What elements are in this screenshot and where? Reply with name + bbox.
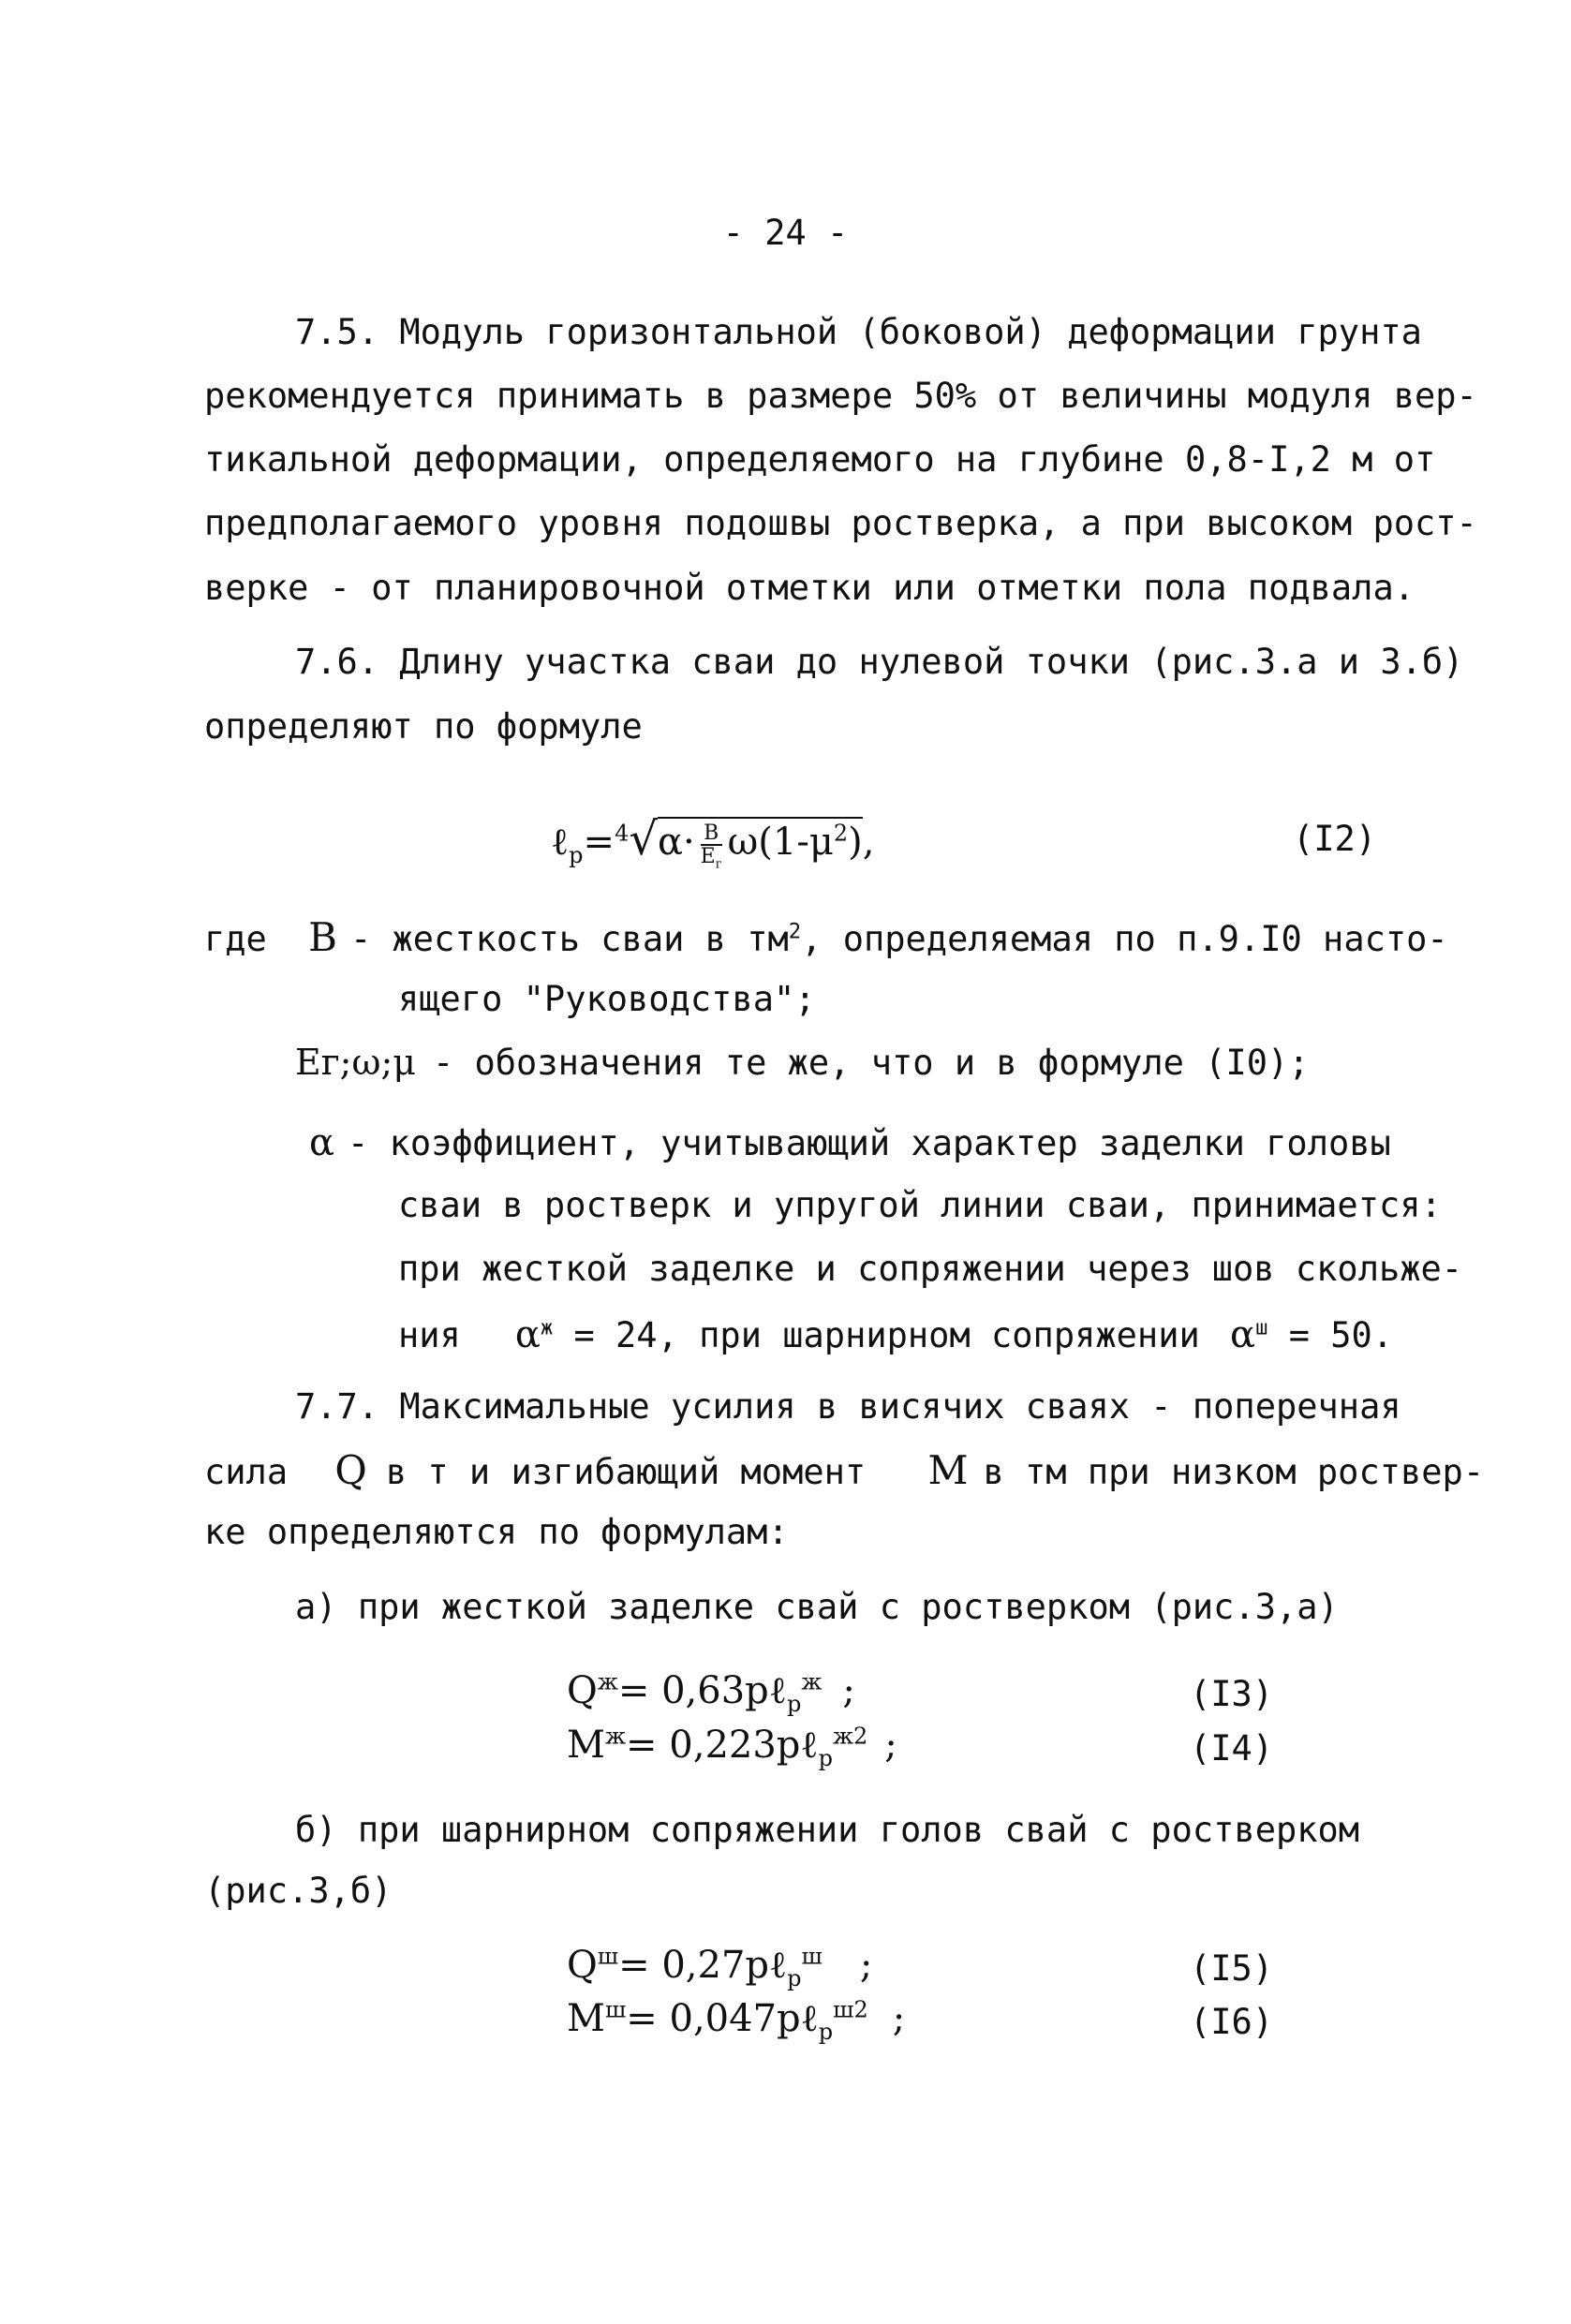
sec-7-5-line-1: 7.5. Модуль горизонтальной (боковой) деформации грунта	[295, 312, 1422, 352]
sec-7-7-l2-m: M	[927, 1447, 969, 1493]
sec-7-5-line-5: верке - от планировочной отметки или отметки пола подвала.	[204, 568, 1415, 608]
sec-7-7-l2-q: Q	[334, 1447, 367, 1493]
f14-sup: ж	[604, 1723, 627, 1750]
where-a-line-4	[398, 1313, 1394, 1356]
f15-sup: ш	[597, 1943, 619, 1970]
f13-rhs: = 0,63pℓ	[617, 1669, 787, 1712]
sec-7-5-line-2: рекомендуется принимать в размере 50% от величины модуля вер-	[204, 376, 1477, 416]
formula-15-number: (I5)	[1190, 1948, 1274, 1989]
where-a-last-sup2: ш	[1255, 1315, 1268, 1340]
case-b-line-1: б) при шарнирном сопряжении голов свай с ростверком	[295, 1810, 1360, 1850]
where-b-line-2: ящего "Руководства";	[398, 979, 816, 1019]
f13-sup: ж	[597, 1668, 618, 1695]
f12-lhs-sub: р	[569, 842, 584, 868]
sec-7-7-l2-end: в тм при низком роствер-	[983, 1452, 1485, 1492]
formula-16	[567, 1996, 906, 2045]
f15-rsub: р	[787, 1965, 802, 1991]
f12-frac-num: B	[701, 822, 722, 846]
sec-7-5-line-3: тикальной деформации, определяемого на глубине 0,8-I,2 м от	[204, 439, 1436, 480]
f12-frac-den-sub: г	[715, 857, 722, 872]
f12-tail-end: )	[848, 821, 863, 864]
sec-7-6-line-2: определяют по формуле	[204, 706, 643, 747]
f13-rsup: ж	[801, 1668, 823, 1695]
sec-7-7-line-2	[204, 1447, 1485, 1493]
where-a-text-1: - коэффициент, учитывающий характер заделки головы	[348, 1123, 1391, 1163]
f13-rsub: р	[786, 1691, 802, 1717]
f16-lhs: M	[567, 1997, 605, 2040]
where-e-symbol: Eг;ω;μ	[295, 1042, 416, 1083]
where-b-symbol: B	[308, 914, 337, 960]
f12-tail-sup: 2	[833, 820, 849, 847]
where-b-line	[204, 914, 1448, 960]
f12-root-index: 4	[615, 820, 630, 847]
f13-lhs: Q	[567, 1669, 598, 1712]
where-a-last-pre: ния	[398, 1315, 461, 1355]
f15-lhs: Q	[567, 1944, 598, 1987]
f14-rsub: р	[818, 1745, 833, 1771]
sec-7-7-l2-pre: сила	[204, 1452, 289, 1492]
where-e-text: - обозначения те же, что и в формуле (I0);	[432, 1043, 1310, 1083]
formula-13	[567, 1668, 855, 1717]
where-a-last-sym2: α	[1230, 1313, 1256, 1356]
where-a-line-1	[309, 1121, 1391, 1164]
f14-semi: ;	[884, 1724, 897, 1767]
case-a: а) при жесткой заделке свай с ростверком (рис.3,а)	[295, 1587, 1339, 1627]
f12-fraction	[700, 821, 722, 872]
f14-lhs: M	[567, 1724, 605, 1767]
f12-eq: =	[583, 821, 615, 864]
where-b-text1-end: , определяемая по п.9.I0 насто-	[801, 919, 1448, 959]
f14-rhs: = 0,223pℓ	[626, 1724, 819, 1767]
where-a-last-sup1: ж	[540, 1315, 554, 1340]
f15-rsup: ш	[801, 1943, 823, 1970]
where-a-last-end: = 50.	[1288, 1315, 1394, 1355]
f12-radicand: α·	[657, 821, 695, 864]
f12-lhs: ℓ	[551, 821, 570, 864]
formula-13-number: (I3)	[1190, 1674, 1274, 1714]
f12-comma: ,	[862, 821, 875, 864]
f16-rhs: = 0,047pℓ	[626, 1997, 819, 2040]
formula-16-number: (I6)	[1190, 2002, 1274, 2042]
sec-7-7-l2-mid: в т и изгибающий момент	[385, 1452, 867, 1492]
formula-12	[551, 813, 875, 872]
f16-semi: ;	[892, 1997, 906, 2040]
page-number: - 24 -	[722, 213, 849, 253]
f15-semi: ;	[859, 1944, 873, 1987]
formula-12-number: (I2)	[1293, 819, 1377, 859]
where-a-line-3: при жесткой заделке и сопряжении через шов скольже-	[398, 1249, 1463, 1289]
case-b-line-2: (рис.3,б)	[204, 1871, 393, 1911]
where-a-last-mid: = 24, при шарнирном сопряжении	[573, 1315, 1200, 1355]
f14-rsup: ж2	[832, 1723, 868, 1750]
f15-rhs: = 0,27pℓ	[618, 1944, 788, 1987]
where-b-text1-sup: 2	[788, 919, 802, 944]
formula-14	[567, 1723, 897, 1771]
where-a-line-2: сваи в ростверк и упругой линии сваи, принимается:	[398, 1185, 1442, 1225]
where-a-last-sym1: α	[514, 1313, 541, 1356]
f16-rsup: ш2	[833, 1996, 868, 2023]
formula-14-number: (I4)	[1190, 1728, 1274, 1769]
sec-7-7-line-3: ке определяются по формулам:	[204, 1512, 789, 1552]
where-b-text1: - жесткость сваи в тм	[349, 919, 789, 959]
sec-7-5-line-4: предполагаемого уровня подошвы ростверка, а при высоком рост-	[204, 503, 1477, 543]
f12-radicand-overline	[657, 817, 863, 872]
formula-15	[567, 1943, 873, 1991]
sec-7-7-line-1: 7.7. Максимальные усилия в висячих сваях - поперечная	[295, 1386, 1401, 1427]
f16-sup: ш	[604, 1996, 627, 2023]
f16-rsub: р	[818, 2019, 834, 2045]
radical-sign-icon: √	[629, 813, 658, 866]
sec-7-6-line-1: 7.6. Длину участка сваи до нулевой точки (рис.3.а и 3.б)	[295, 642, 1464, 682]
f13-semi: ;	[842, 1669, 855, 1712]
f12-tail: ω(1-μ	[727, 821, 834, 864]
where-label: где	[204, 919, 267, 959]
f12-frac-den: E	[700, 845, 716, 868]
where-e-line	[295, 1042, 1310, 1083]
where-a-symbol: α	[309, 1121, 335, 1164]
